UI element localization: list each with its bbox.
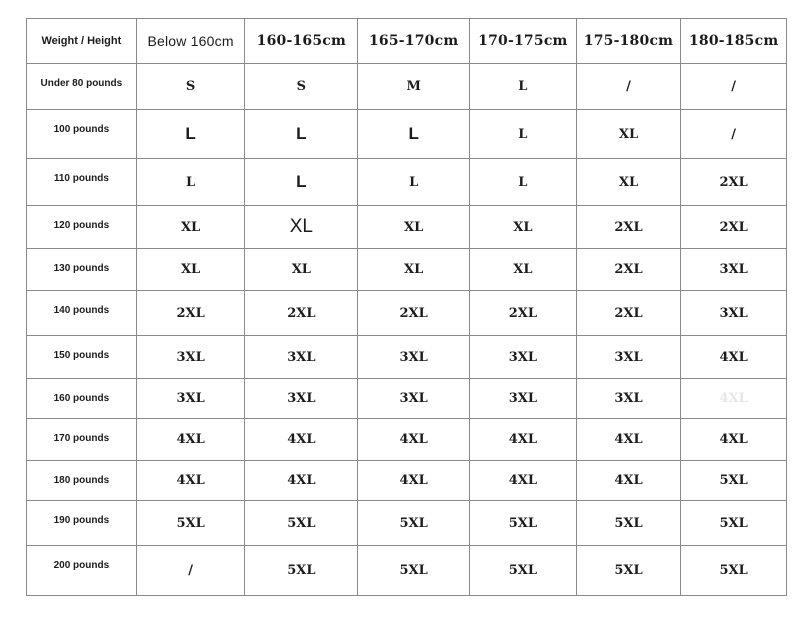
size-cell: L: [470, 64, 577, 110]
size-cell: 4XL: [681, 419, 787, 461]
size-cell: 3XL: [681, 291, 787, 336]
size-cell: 3XL: [136, 336, 245, 379]
table-row: [27, 249, 787, 291]
size-cell: 4XL: [470, 419, 577, 461]
weight-label: 190 pounds: [27, 501, 137, 546]
size-cell: 5XL: [245, 546, 358, 596]
size-cell: XL: [576, 159, 681, 206]
size-cell: 5XL: [358, 501, 470, 546]
size-cell: 2XL: [358, 291, 470, 336]
size-cell: 2XL: [681, 159, 787, 206]
size-cell: XL: [245, 249, 358, 291]
weight-label: 110 pounds: [27, 159, 137, 206]
height-header: 170-175cm: [470, 19, 577, 64]
size-cell: /: [136, 546, 245, 596]
size-cell: XL: [576, 110, 681, 159]
size-cell: 5XL: [681, 501, 787, 546]
table-row: [27, 501, 787, 546]
table-row: [27, 419, 787, 461]
size-cell: 3XL: [576, 336, 681, 379]
size-cell: 5XL: [576, 546, 681, 596]
size-cell: 2XL: [136, 291, 245, 336]
size-cell: 3XL: [470, 336, 577, 379]
size-cell: L: [245, 110, 358, 159]
table-row: [27, 159, 787, 206]
size-cell: 4XL: [470, 461, 577, 501]
size-cell: 5XL: [136, 501, 245, 546]
size-cell: 3XL: [358, 336, 470, 379]
size-cell: XL: [470, 206, 577, 249]
size-cell: 4XL: [576, 461, 681, 501]
height-header: 180-185cm: [681, 19, 787, 64]
size-cell: 5XL: [576, 501, 681, 546]
size-cell: 3XL: [245, 379, 358, 419]
size-cell: /: [681, 64, 787, 110]
size-cell: /: [576, 64, 681, 110]
size-cell: 4XL: [681, 336, 787, 379]
size-cell: 3XL: [576, 379, 681, 419]
size-cell: 2XL: [470, 291, 577, 336]
weight-label: 180 pounds: [27, 461, 137, 501]
table-row: [27, 206, 787, 249]
height-header: Below 160cm: [136, 19, 245, 64]
size-cell: M: [358, 64, 470, 110]
size-cell: 5XL: [245, 501, 358, 546]
size-cell: 5XL: [681, 546, 787, 596]
size-cell: 3XL: [470, 379, 577, 419]
weight-label: 100 pounds: [27, 110, 137, 159]
size-cell: 3XL: [681, 249, 787, 291]
corner-label: Weight / Height: [27, 19, 137, 64]
size-cell: XL: [358, 249, 470, 291]
table-row: [27, 461, 787, 501]
size-cell: 2XL: [576, 206, 681, 249]
size-cell: 4XL: [245, 419, 358, 461]
weight-label: 120 pounds: [27, 206, 137, 249]
size-cell: L: [358, 159, 470, 206]
weight-label: 150 pounds: [27, 336, 137, 379]
size-cell: L: [470, 159, 577, 206]
size-cell: XL: [245, 206, 358, 249]
size-cell: 5XL: [470, 501, 577, 546]
size-cell: 4XL: [136, 419, 245, 461]
weight-label: 170 pounds: [27, 419, 137, 461]
size-cell: 4XL: [576, 419, 681, 461]
table-row: [27, 546, 787, 596]
size-cell: XL: [358, 206, 470, 249]
table-row: [27, 336, 787, 379]
size-cell: L: [136, 159, 245, 206]
weight-label: 160 pounds: [27, 379, 137, 419]
size-cell: 3XL: [245, 336, 358, 379]
size-cell: L: [136, 110, 245, 159]
size-cell: 2XL: [576, 291, 681, 336]
table-row: [27, 291, 787, 336]
size-cell: 3XL: [358, 379, 470, 419]
size-cell: 4XL: [136, 461, 245, 501]
size-cell: 5XL: [681, 461, 787, 501]
weight-label: Under 80 pounds: [27, 64, 137, 110]
size-cell: S: [136, 64, 245, 110]
size-cell: 2XL: [245, 291, 358, 336]
height-header: 165-170cm: [358, 19, 470, 64]
weight-label: 130 pounds: [27, 249, 137, 291]
table-row: [27, 379, 787, 419]
size-cell: 4XL: [358, 419, 470, 461]
size-cell: XL: [136, 206, 245, 249]
table-row: [27, 64, 787, 110]
height-header: 160-165cm: [245, 19, 358, 64]
size-cell: L: [245, 159, 358, 206]
size-cell: XL: [470, 249, 577, 291]
size-cell: 4XL: [245, 461, 358, 501]
size-cell: 2XL: [681, 206, 787, 249]
size-cell: 3XL: [136, 379, 245, 419]
size-cell: 4XL: [681, 379, 787, 419]
size-cell: 2XL: [576, 249, 681, 291]
size-cell: /: [681, 110, 787, 159]
size-cell: L: [358, 110, 470, 159]
weight-label: 200 pounds: [27, 546, 137, 596]
height-header: 175-180cm: [576, 19, 681, 64]
size-cell: 5XL: [358, 546, 470, 596]
size-cell: L: [470, 110, 577, 159]
table-row: [27, 110, 787, 159]
header-row: [27, 19, 787, 64]
weight-label: 140 pounds: [27, 291, 137, 336]
size-cell: S: [245, 64, 358, 110]
size-cell: 4XL: [358, 461, 470, 501]
size-cell: XL: [136, 249, 245, 291]
size-cell: 5XL: [470, 546, 577, 596]
size-chart-table: [26, 18, 787, 596]
